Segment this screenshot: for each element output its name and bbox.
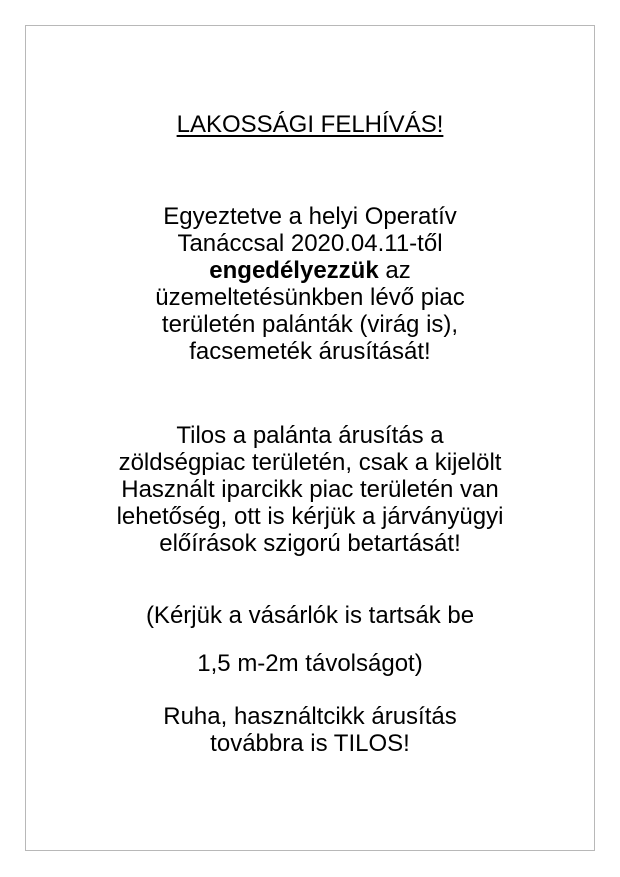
paragraph-distance: 1,5 m-2m távolságot) — [197, 650, 423, 677]
paragraph-line: Egyeztetve a helyi Operatív — [163, 203, 457, 230]
paragraph-line: lehetőség, ott is kérjük a járványügyi — [116, 503, 504, 530]
paragraph-line: Ruha, használtcikk árusítás — [163, 703, 457, 730]
paragraph-line: előírások szigorú betartását! — [159, 530, 461, 557]
paragraph-clothing-ban — [26, 703, 594, 757]
paragraph-line: zöldségpiac területén, csak a kijelölt — [118, 449, 502, 476]
document-page — [25, 25, 595, 851]
paragraph-line: üzemeltetésünkben lévő piac — [155, 284, 465, 311]
paragraph-request: (Kérjük a vásárlók is tartsák be — [145, 602, 475, 629]
paragraph-line: Tilos a palánta árusítás a — [176, 422, 444, 449]
notice-title: LAKOSSÁGI FELHÍVÁS! — [176, 111, 444, 138]
paragraph-permission — [26, 203, 594, 365]
paragraph-line: Tanáccsal 2020.04.11-től — [177, 230, 443, 257]
paragraph-line: területén palánták (virág is), — [161, 311, 459, 338]
paragraph-line-with-emphasis — [26, 257, 594, 284]
paragraph-line: Használt iparcikk piac területén van — [121, 476, 499, 503]
paragraph-line: facsemeték árusítását! — [189, 338, 431, 365]
emphasis-text: engedélyezzük — [209, 257, 379, 284]
paragraph-text: az — [378, 257, 411, 284]
paragraph-prohibition — [26, 422, 594, 557]
paragraph-line: továbbra is TILOS! — [210, 730, 410, 757]
